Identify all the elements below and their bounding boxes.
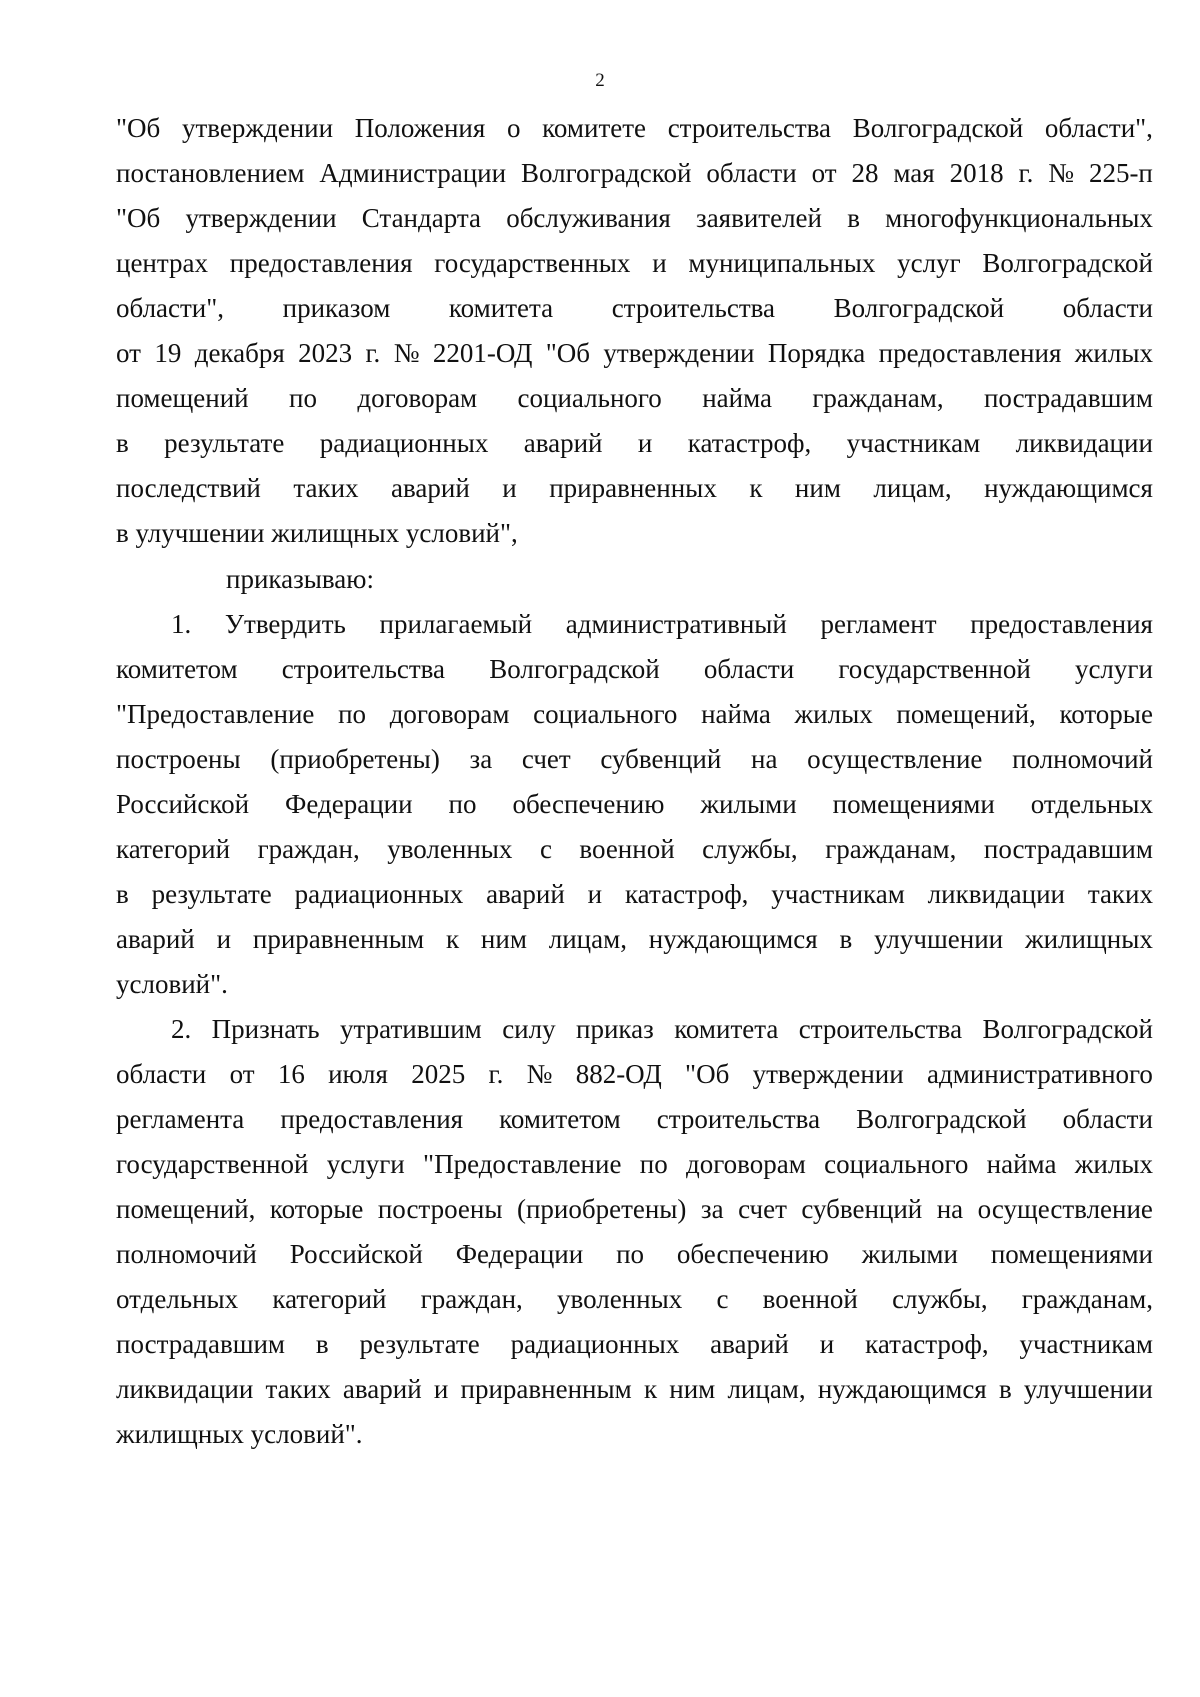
item-2-line: пострадавшим в результате радиационных аварий и катастроф, участникам xyxy=(116,1329,1153,1359)
text-line: последствий таких аварий и приравненных к ним лицам, нуждающимся xyxy=(116,473,1153,503)
item-1-line: построены (приобретены) за счет субвенций на осуществление полномочий xyxy=(116,744,1153,774)
item-2-line: ликвидации таких аварий и приравненным к ним лицам, нуждающимся в улучшении xyxy=(116,1374,1153,1404)
item-1-line: Российской Федерации по обеспечению жилыми помещениями отдельных xyxy=(116,789,1153,819)
item-1-line: в результате радиационных аварий и катастроф, участникам ликвидации таких xyxy=(116,879,1153,909)
text-line: от 19 декабря 2023 г. № 2201-ОД "Об утверждении Порядка предоставления жилых xyxy=(116,338,1153,368)
item-1-line: комитетом строительства Волгоградской области государственной услуги xyxy=(116,654,1153,684)
item-1-first-line: 1. Утвердить прилагаемый административный регламент предоставления xyxy=(171,609,1153,639)
item-1-line: аварий и приравненным к ним лицам, нуждающимся в улучшении жилищных xyxy=(116,924,1153,954)
item-2-last-line: жилищных условий". xyxy=(116,1419,363,1449)
item-1-last-line: условий". xyxy=(116,969,228,999)
item-1-line: категорий граждан, уволенных с военной службы, гражданам, пострадавшим xyxy=(116,834,1153,864)
text-line: "Об утверждении Положения о комитете строительства Волгоградской области", xyxy=(116,113,1153,143)
text-line: постановлением Администрации Волгоградской области от 28 мая 2018 г. № 225-п xyxy=(116,158,1153,188)
item-2-line: регламента предоставления комитетом строительства Волгоградской области xyxy=(116,1104,1153,1134)
item-2-line: государственной услуги "Предоставление по договорам социального найма жилых xyxy=(116,1149,1153,1179)
text-line: области", приказом комитета строительства Волгоградской области xyxy=(116,293,1153,323)
page-number: 2 xyxy=(595,70,605,91)
text-line: центрах предоставления государственных и муниципальных услуг Волгоградской xyxy=(116,248,1153,278)
text-line: помещений по договорам социального найма гражданам, пострадавшим xyxy=(116,383,1153,413)
item-2-line: области от 16 июля 2025 г. № 882-ОД "Об утверждении административного xyxy=(116,1059,1153,1089)
item-2-line: помещений, которые построены (приобретены) за счет субвенций на осуществление xyxy=(116,1194,1153,1224)
item-2-line: отдельных категорий граждан, уволенных с военной службы, гражданам, xyxy=(116,1284,1153,1314)
item-1-line: "Предоставление по договорам социального найма жилых помещений, которые xyxy=(116,699,1153,729)
text-line-last: в улучшении жилищных условий", xyxy=(116,518,518,548)
item-2-first-line: 2. Признать утратившим силу приказ комитета строительства Волгоградской xyxy=(171,1014,1153,1044)
order-word: приказываю: xyxy=(226,564,374,594)
text-line: "Об утверждении Стандарта обслуживания заявителей в многофункциональных xyxy=(116,203,1153,233)
item-2-line: полномочий Российской Федерации по обеспечению жилыми помещениями xyxy=(116,1239,1153,1269)
text-line: в результате радиационных аварий и катастроф, участникам ликвидации xyxy=(116,428,1153,458)
